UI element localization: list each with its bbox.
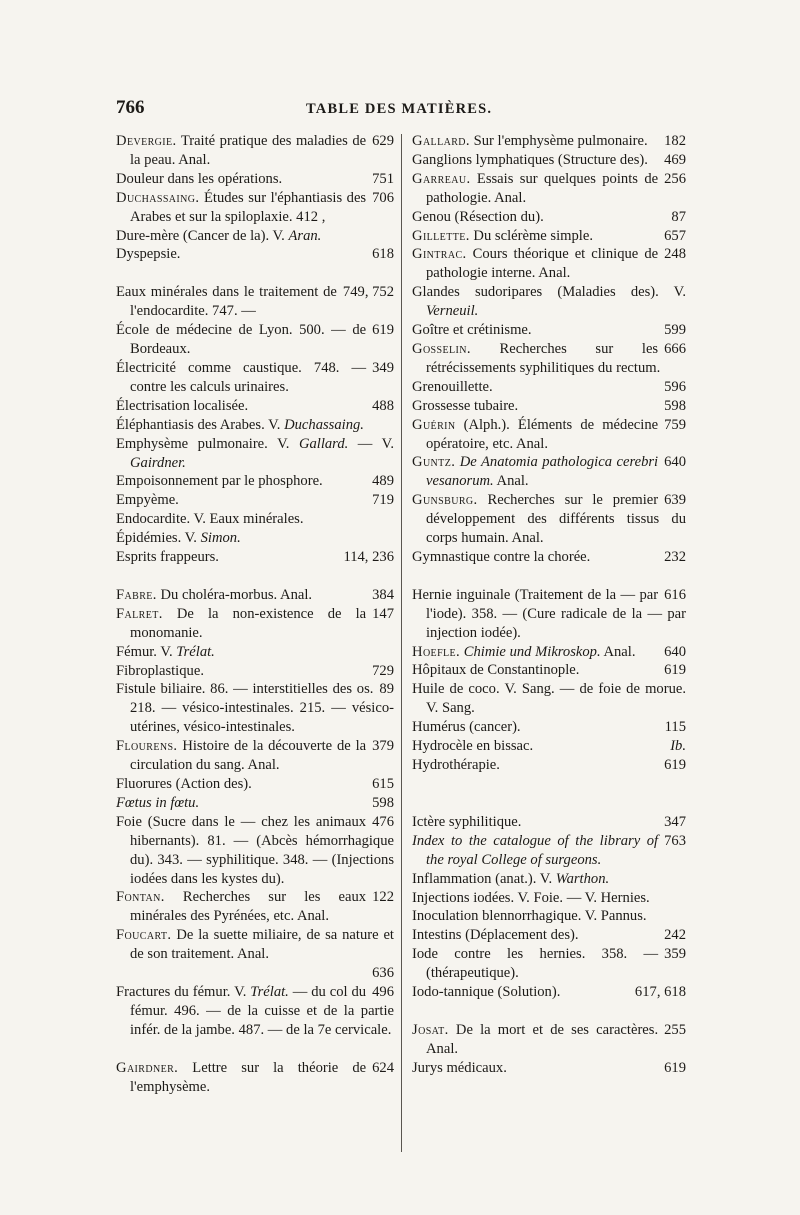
page-reference: 89	[379, 681, 394, 698]
index-entry	[412, 453, 686, 491]
entry-text: Gymnastique contre la chorée.	[412, 548, 591, 565]
index-entry	[412, 907, 686, 926]
index-entry	[116, 435, 394, 473]
author-name: Fabre.	[116, 586, 157, 603]
index-entry	[412, 245, 686, 283]
entry-text: Fractures du fémur. V.	[116, 983, 251, 1000]
page-reference: 256	[664, 170, 686, 187]
index-entry	[116, 132, 394, 170]
author-name: Gintrac.	[412, 246, 467, 263]
index-entry	[412, 718, 686, 737]
entry-text: Fibroplastique.	[116, 662, 204, 679]
page-reference: 749, 752	[342, 284, 394, 301]
section-gap	[116, 264, 394, 283]
index-entry	[412, 661, 686, 680]
page-reference: 617, 618	[634, 984, 686, 1001]
index-entry	[412, 1059, 686, 1078]
index-entry	[116, 548, 394, 567]
page-reference: 489	[372, 473, 394, 490]
entry-italic: Gairdner.	[130, 454, 186, 471]
entry-italic: Duchassaing.	[284, 416, 364, 433]
entry-text: Fluorures (Action des).	[116, 776, 252, 792]
column-divider	[401, 134, 402, 1152]
index-entry	[412, 151, 686, 170]
author-name: Duchassaing.	[116, 189, 200, 206]
author-name: Guérin	[412, 416, 456, 433]
running-title: TABLE DES MATIÈRES.	[306, 101, 493, 117]
index-entry	[116, 416, 394, 435]
author-name: Gairdner.	[116, 1059, 179, 1076]
entry-italic: Warthon.	[555, 870, 610, 887]
entry-text: Hydrocèle en bissac.	[412, 738, 534, 755]
index-entry	[412, 586, 686, 643]
entry-text: Intestins (Déplacement des).	[412, 927, 579, 944]
index-entry	[116, 662, 394, 681]
page-reference: 114, 236	[343, 549, 394, 566]
index-entry	[412, 378, 686, 397]
index-entry	[412, 756, 686, 775]
entry-text: Jurys médicaux.	[412, 1059, 507, 1076]
page-reference: 618	[372, 246, 394, 263]
entry-text: Esprits frappeurs.	[116, 549, 219, 566]
index-entry	[116, 170, 394, 189]
entry-text: Injections iodées. V. Foie. — V. Hernies.	[412, 889, 650, 906]
index-entry	[116, 529, 394, 548]
entry-text: Grossesse tubaire.	[412, 397, 519, 414]
page-reference: 242	[664, 927, 686, 944]
index-entry	[116, 643, 394, 662]
index-entry	[412, 170, 686, 208]
page-reference: 640	[664, 643, 686, 660]
entry-text: Dure-mère (Cancer de la). V.	[116, 227, 289, 244]
entry-text: Électricité comme caustique. 748. — contre les calculs urinaires.	[116, 359, 367, 395]
index-entry	[412, 680, 686, 718]
author-name: Gosselin.	[412, 340, 471, 357]
entry-text: Glandes sudoripares (Maladies des). V.	[412, 284, 686, 301]
index-entry	[412, 340, 686, 378]
index-entry	[116, 472, 394, 491]
entry-text: Iodo-tannique (Solution).	[412, 984, 561, 1001]
index-entry	[116, 1059, 394, 1097]
entry-text: Recherches sur le premier développement des différents tissus du corps humain. Anal.	[426, 492, 686, 547]
page-reference: 619	[664, 662, 686, 679]
index-entry	[116, 227, 394, 246]
page-reference: 115	[664, 719, 686, 736]
page-reference: 379	[372, 738, 394, 755]
page-reference: 182	[664, 133, 686, 149]
index-entry	[116, 189, 394, 227]
index-entry	[116, 491, 394, 510]
page-reference: 751	[372, 170, 394, 187]
author-name: Guntz.	[412, 454, 456, 471]
page-reference: 496	[372, 983, 394, 1000]
author-name: Foucart.	[116, 927, 172, 944]
page-reference: 255	[664, 1021, 686, 1038]
index-entry	[412, 643, 686, 662]
index-entry	[412, 945, 686, 983]
index-entry	[412, 397, 686, 416]
index-entry	[412, 321, 686, 340]
entry-text: Hernie inguinale (Traitement de la — par l'iode). 358. — (Cure radicale de la — par injection iodée).	[412, 586, 686, 641]
index-entry	[412, 889, 686, 908]
page-reference: 122	[372, 889, 394, 906]
entry-text: Endocardite. V. Eaux minérales.	[116, 511, 304, 528]
author-name: Flourens.	[116, 738, 178, 755]
index-entry	[116, 397, 394, 416]
page-reference: 759	[664, 416, 686, 433]
entry-text: De la suette miliaire, de sa nature et de son traitement. Anal.	[130, 927, 394, 963]
author-name: Gillette.	[412, 227, 470, 244]
entry-text: Traité pratique des maladies de la peau. Anal.	[130, 133, 367, 168]
index-entry	[412, 926, 686, 945]
section-gap	[412, 567, 686, 586]
entry-text: Essais sur quelques points de pathologie. Anal.	[426, 170, 659, 206]
index-entry	[116, 926, 394, 983]
page-reference: 719	[372, 492, 394, 509]
index-entry	[116, 983, 394, 1040]
page-reference: 657	[664, 227, 686, 244]
page-reference: 384	[372, 586, 394, 603]
page-reference: 706	[372, 189, 394, 206]
entry-text: Recherches sur les rétrécissements syphilitiques du rectum.	[426, 340, 661, 376]
entry-text: Eaux minérales dans le traitement de l'endocardite. 747. —	[116, 284, 337, 320]
page-reference: Ib.	[670, 738, 686, 755]
entry-text: Genou (Résection du).	[412, 208, 544, 225]
author-name: Falret.	[116, 605, 163, 622]
entry-text: Éléphantiasis des Arabes. V.	[116, 416, 285, 433]
page-reference: 359	[664, 946, 686, 963]
entry-text: École de médecine de Lyon. 500. — de Bordeaux.	[116, 322, 367, 358]
page-reference: 596	[664, 378, 686, 395]
index-entry	[116, 283, 394, 321]
index-entry	[412, 132, 686, 151]
page-reference: 147	[372, 605, 394, 622]
section-gap	[412, 1002, 686, 1021]
page-reference: 599	[664, 322, 686, 339]
entry-italic: Fœtus in fœtu.	[116, 794, 200, 811]
entry-text: Huile de coco. V. Sang. — de foie de morue. V. Sang.	[412, 681, 686, 717]
page-reference: 763	[664, 832, 686, 849]
page-number: 766	[116, 97, 145, 118]
index-entry	[412, 737, 686, 756]
page-reference: 729	[372, 662, 394, 679]
page-reference: 349	[372, 359, 394, 376]
index-entry	[412, 1021, 686, 1059]
entry-text: Inflammation (anat.). V.	[412, 870, 556, 887]
entry-text: Fistule biliaire. 86. — interstitielles des os. 218. — vésico-intestinales. 215. — vésico-utérines, vésico-intestinales.	[116, 681, 394, 736]
page-reference: 248	[664, 246, 686, 263]
page-reference: 619	[664, 757, 686, 773]
entry-text: Études sur l'éphantiasis des Arabes et sur la spiloplaxie. 412 ,	[130, 189, 367, 225]
author-name: Garreau.	[412, 170, 471, 187]
index-entry	[412, 832, 686, 870]
entry-text: Hydrothérapie.	[412, 757, 500, 773]
entry-text: Cours théorique et clinique de pathologie interne. Anal.	[426, 246, 659, 282]
author-name: Devergie.	[116, 133, 177, 149]
entry-italic: Trélat.	[176, 643, 215, 660]
index-entry	[412, 208, 686, 227]
index-entry	[412, 870, 686, 889]
entry-italic: De Anatomia pathologica cerebri vesanorum.	[426, 454, 659, 490]
page-reference: 639	[664, 492, 686, 509]
entry-italic: Index to the catalogue of the library of the royal College of surgeons.	[412, 832, 659, 868]
index-entry	[116, 510, 394, 529]
entry-text: Ganglions lymphatiques (Structure des).	[412, 151, 648, 168]
page-reference: 636	[372, 965, 394, 982]
page-reference: 598	[372, 794, 394, 811]
page-reference: 640	[664, 454, 686, 471]
entry-text: De la mort et de ses caractères. Anal.	[426, 1021, 659, 1057]
entry-text: Emphysème pulmonaire. V.	[116, 435, 299, 452]
page-reference: 629	[372, 133, 394, 149]
entry-text: Épidémies. V.	[116, 530, 201, 547]
entry-text: Foie (Sucre dans le — chez les animaux hibernants). 81. — (Abcès hémorrhagique du). 343. — syphilitique. 348. — (Injections iodées dans les kystes du).	[116, 813, 394, 887]
page-reference: 232	[664, 548, 686, 565]
entry-text: Anal.	[493, 473, 529, 490]
index-entry	[116, 813, 394, 889]
entry-text: Inoculation blennorrhagique. V. Pannus.	[412, 908, 647, 925]
index-entry	[116, 245, 394, 264]
entry-italic: Gallard.	[298, 435, 349, 452]
entry-text: De la non-existence de la monomanie.	[130, 605, 367, 641]
entry-text: Fémur. V.	[116, 643, 177, 660]
index-entry	[116, 680, 394, 737]
entry-text: Dyspepsie.	[116, 246, 181, 263]
section-gap	[412, 775, 686, 813]
index-entry	[116, 737, 394, 775]
entry-text: Lettre sur la théorie de l'emphysème.	[130, 1059, 367, 1095]
entry-text: Anal.	[600, 643, 636, 660]
entry-italic: Verneuil.	[426, 303, 479, 320]
entry-text: Empyème.	[116, 492, 179, 509]
entry-text: — V.	[348, 435, 394, 452]
author-name: Gallard.	[412, 133, 470, 149]
entry-text: Électrisation localisée.	[116, 397, 249, 414]
index-entry	[412, 983, 686, 1002]
entry-text: Histoire de la découverte de la circulation du sang. Anal.	[130, 738, 367, 774]
section-gap	[116, 567, 394, 586]
page-reference: 624	[372, 1059, 394, 1076]
page-reference: 347	[664, 813, 686, 830]
page-reference: 666	[664, 340, 686, 357]
entry-text: Goître et crétinisme.	[412, 322, 532, 339]
page-reference: 598	[664, 397, 686, 414]
index-entry	[116, 586, 394, 605]
page-reference: 619	[372, 322, 394, 339]
entry-italic: Simon.	[200, 530, 241, 547]
entry-text: Empoisonnement par le phosphore.	[116, 473, 323, 490]
entry-text: Grenouillette.	[412, 378, 493, 395]
index-entry	[412, 548, 686, 567]
index-column-right	[412, 132, 686, 1078]
entry-italic: Trélat.	[250, 983, 289, 1000]
entry-italic: Chimie und Mikroskop.	[460, 643, 601, 660]
index-entry	[116, 605, 394, 643]
index-column-left	[116, 132, 394, 1097]
page-reference: 488	[372, 397, 394, 414]
entry-text: Ictère syphilitique.	[412, 813, 522, 830]
entry-text: — du col du fémur. 496. — de la cuisse et de la partie infér. de la jambe. 487. — de la 7e cervicale.	[130, 983, 394, 1038]
page-reference: 619	[664, 1059, 686, 1076]
index-entry	[116, 888, 394, 926]
index-entry	[116, 321, 394, 359]
author-name: Josat.	[412, 1021, 449, 1038]
index-entry	[412, 283, 686, 321]
entry-italic: Aran.	[288, 227, 322, 244]
author-name: Hoefle.	[412, 643, 461, 660]
page-reference: 615	[372, 776, 394, 792]
index-entry	[412, 813, 686, 832]
page-reference: 469	[664, 151, 686, 168]
page-reference: 616	[664, 586, 686, 603]
section-gap	[116, 1040, 394, 1059]
page-reference: 476	[372, 813, 394, 830]
index-entry	[412, 491, 686, 548]
entry-text: Humérus (cancer).	[412, 719, 521, 736]
entry-text: Iode contre les hernies. 358. — (thérapeutique).	[412, 946, 659, 982]
entry-text: Du choléra-morbus. Anal.	[156, 586, 313, 603]
index-entry	[116, 775, 394, 794]
index-entry	[116, 794, 394, 813]
author-name: Gunsburg.	[412, 492, 478, 509]
index-entry	[116, 359, 394, 397]
index-entry	[412, 416, 686, 454]
entry-text: Du sclérème simple.	[469, 227, 593, 244]
entry-text: Recherches sur les eaux minérales des Pyrénées, etc. Anal.	[130, 889, 367, 925]
entry-text: Douleur dans les opérations.	[116, 170, 283, 187]
author-name: Fontan.	[116, 889, 165, 906]
entry-text: Sur l'emphysème pulmonaire.	[469, 133, 648, 149]
entry-text: (Alph.). Éléments de médecine opératoire, etc. Anal.	[426, 416, 659, 452]
entry-text: Hôpitaux de Constantinople.	[412, 662, 580, 679]
page-reference: 87	[671, 208, 686, 225]
index-entry	[412, 227, 686, 246]
